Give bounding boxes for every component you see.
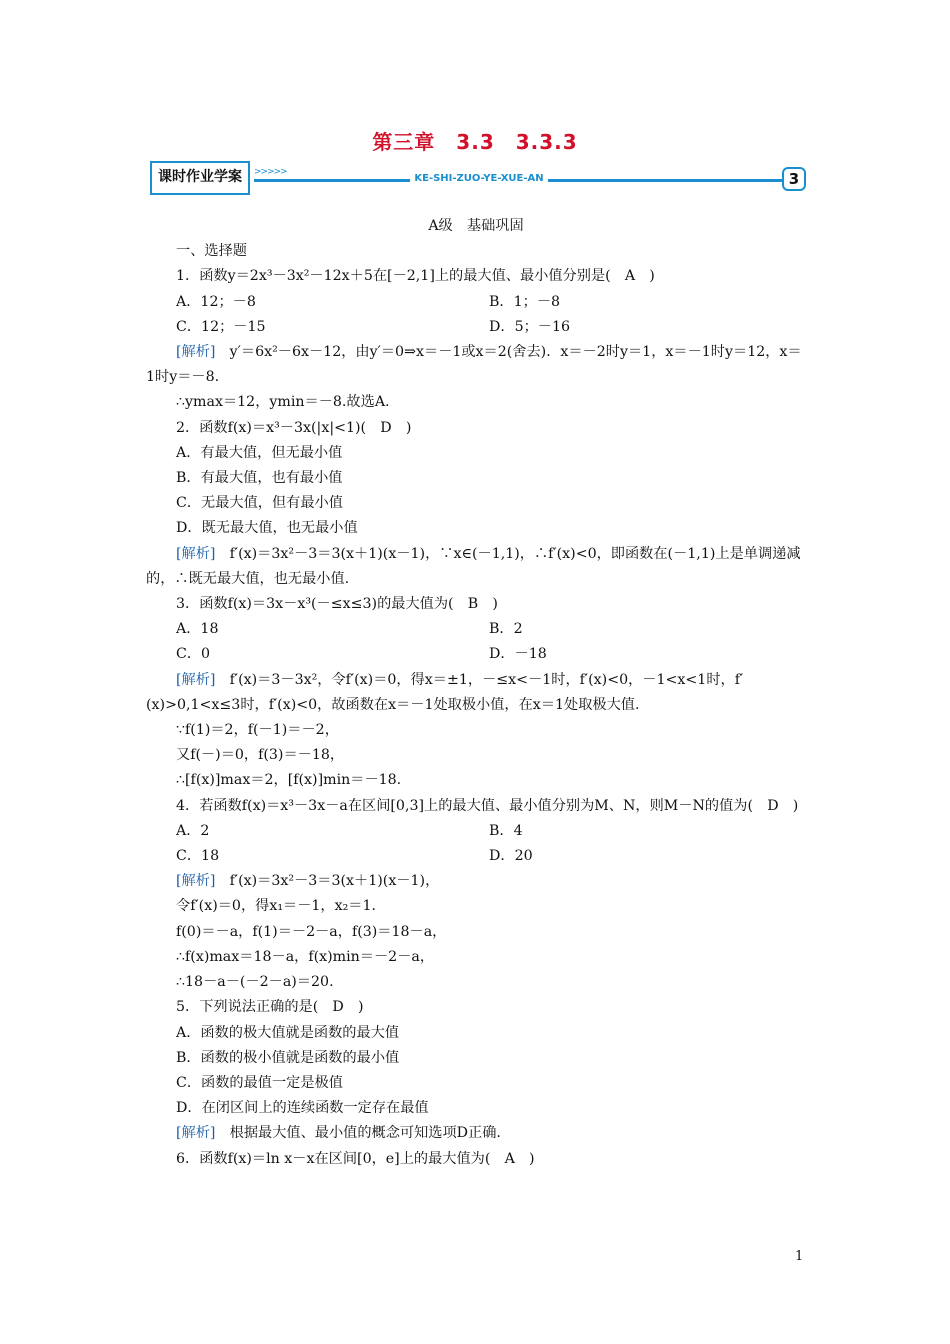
banner-number: 3 bbox=[782, 167, 806, 191]
question-1-conclusion: ∴ymax＝12，ymin＝－8.故选A. bbox=[176, 394, 390, 411]
question-1-option-c: C．12；－15 bbox=[176, 318, 266, 335]
question-2-option-c: C．无最大值，但有最小值 bbox=[176, 495, 343, 512]
analysis-tag: [解析] bbox=[176, 1125, 216, 1142]
question-3-step-2: 又f(－)＝0，f(3)＝－18， bbox=[176, 747, 345, 764]
question-4-step-4: ∴18－a－(－2－a)＝20. bbox=[176, 974, 334, 991]
question-4-option-d: D．20 bbox=[489, 848, 533, 865]
question-3-step-1: ∵f(1)＝2，f(－1)＝－2， bbox=[176, 722, 339, 739]
question-2-stem: 2．函数f(x)＝x³－3x(|x|<1)( D ) bbox=[176, 419, 412, 436]
question-1-option-b: B．1；－8 bbox=[489, 293, 561, 310]
question-5-option-b: B．函数的极小值就是函数的最小值 bbox=[176, 1049, 400, 1066]
question-3-options-row-1 bbox=[146, 617, 806, 642]
question-2-option-d: D．既无最大值，也无最小值 bbox=[176, 520, 358, 537]
question-3-option-c: C．0 bbox=[176, 646, 211, 663]
question-1-options-row-1 bbox=[146, 290, 806, 315]
question-4-stem: 4．若函数f(x)＝x³－3x－a在区间[0,3]上的最大值、最小值分别为M、N，则M－N的值为( D ) bbox=[176, 797, 799, 814]
banner-pinyin: KE-SHI-ZUO-YE-XUE-AN bbox=[150, 173, 808, 184]
question-6-stem: 6．函数f(x)＝ln x－x在区间[0，e]上的最大值为( A ) bbox=[176, 1150, 535, 1167]
document-body bbox=[146, 214, 806, 1172]
analysis-tag: [解析] bbox=[176, 344, 216, 361]
level-heading: A级 基础巩固 bbox=[428, 218, 524, 234]
question-2-solution: [解析] f′(x)＝3x²－3＝3(x＋1)(x－1)，∵x∈(－1,1)，∴f′(x)<0，即函数在(－1,1)上是单调递减的，∴既无最大值，也无最小值. bbox=[146, 545, 801, 587]
question-5-solution: [解析] 根据最大值、最小值的概念可知选项D正确. bbox=[176, 1125, 501, 1142]
question-4-options-row-1 bbox=[146, 819, 806, 844]
question-4-step-1: 令f′(x)＝0，得x₁＝－1，x₂＝1. bbox=[176, 898, 377, 915]
question-3-solution: [解析] f′(x)＝3－3x²，令f′(x)＝0，得x＝±1，－≤x<－1时，f′(x)<0，－1<x<1时，f′(x)>0,1<x≤3时，f′(x)<0，故函数在x＝－1处取极小值，在x＝1处取极大值. bbox=[146, 671, 744, 713]
question-3-option-a: A．18 bbox=[176, 621, 219, 638]
question-1-option-d: D．5；－16 bbox=[489, 318, 571, 335]
section-heading: 一、选择题 bbox=[176, 243, 247, 260]
question-4-option-a: A．2 bbox=[176, 822, 210, 839]
question-4-step-3: ∴f(x)max＝18－a，f(x)min＝－2－a， bbox=[176, 948, 435, 965]
question-5-option-d: D．在闭区间上的连续函数一定存在最值 bbox=[176, 1100, 429, 1117]
banner-chevrons: >>>>> bbox=[254, 167, 287, 177]
question-4-solution: [解析] f′(x)＝3x²－3＝3(x＋1)(x－1)， bbox=[176, 873, 440, 890]
question-4-options-row-2 bbox=[146, 844, 806, 869]
page-number: 1 bbox=[795, 1249, 804, 1264]
banner-label: 课时作业学案 bbox=[150, 161, 250, 195]
question-1-option-a: A．12；－8 bbox=[176, 293, 256, 310]
analysis-tag: [解析] bbox=[176, 873, 216, 890]
question-5-stem: 5．下列说法正确的是( D ) bbox=[176, 999, 364, 1016]
question-1-options-row-2 bbox=[146, 315, 806, 340]
question-1-stem: 1．函数y＝2x³－3x²－12x＋5在[－2,1]上的最大值、最小值分别是( A ) bbox=[176, 268, 655, 285]
question-4-option-b: B．4 bbox=[489, 822, 523, 839]
question-3-step-3: ∴[f(x)]max＝2，[f(x)]min＝－18. bbox=[176, 772, 402, 789]
question-3-option-b: B．2 bbox=[489, 621, 523, 638]
question-5-option-c: C．函数的最值一定是极值 bbox=[176, 1074, 343, 1091]
page-title: 第三章 3.3 3.3.3 bbox=[372, 130, 578, 154]
question-4-option-c: C．18 bbox=[176, 848, 220, 865]
question-3-option-d: D．－18 bbox=[489, 646, 547, 663]
question-1-solution: [解析] y′＝6x²－6x－12，由y′＝0⇒x＝－1或x＝2(舍去)．x＝－2时y＝1，x＝－1时y＝12，x＝1时y＝－8. bbox=[146, 344, 802, 386]
section-banner bbox=[150, 161, 808, 197]
analysis-tag: [解析] bbox=[176, 671, 216, 688]
question-3-stem: 3．函数f(x)＝3x－x³(－≤x≤3)的最大值为( B ) bbox=[176, 596, 498, 613]
question-2-option-a: A．有最大值，但无最小值 bbox=[176, 444, 343, 461]
question-5-option-a: A．函数的极大值就是函数的最大值 bbox=[176, 1024, 400, 1041]
question-2-option-b: B．有最大值，也有最小值 bbox=[176, 470, 343, 487]
analysis-tag: [解析] bbox=[176, 545, 216, 562]
question-3-options-row-2 bbox=[146, 642, 806, 667]
question-4-step-2: f(0)＝－a，f(1)＝－2－a，f(3)＝18－a， bbox=[176, 923, 447, 940]
